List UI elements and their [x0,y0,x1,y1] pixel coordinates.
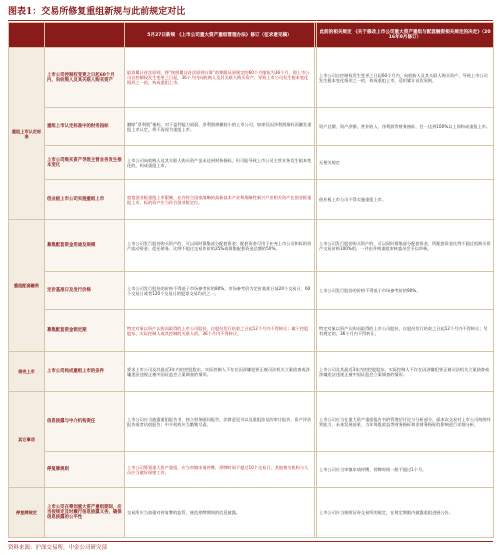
header-category [9,23,45,48]
new-rule-cell: 上市公司发行股份购买资产的，可以同时募集部分配套资金；配套资金可用于补充上市公司和标的资产流动资金、偿还债务，比例不超过交易作价的25%或募集配套资金总额的50%。 [125,220,315,272]
item-cell: 募集配套资金用途及规模 [45,220,125,272]
old-rule-cell: 无相关规定 [317,146,494,180]
item-cell: 创业板上市公司实施重组上市 [45,180,125,220]
new-rule-cell: 上市公司向收购人及其关联人购买资产虽未达到财务指标，但可能导致上市公司主营业务发生根本变化的，构成重组上市。 [125,146,315,180]
header-new-rule: 5月27日新规 《上市公司重大资产重组管理办法》修订（征求意见稿） [125,23,315,48]
table-row [9,392,494,452]
category-cell: 重组上市认定标准 [9,48,45,220]
old-rule-cell: 上市公司发行股份的价格不得低于市场参考价的90%。 [317,272,494,310]
table-row [9,352,494,392]
new-rule-cell: 放宽创业板重组上市限制，允许符合国家战略的高新技术产业和战略性新兴产业相关资产在创业板重组上市，标的资产应当符合创业板定位。 [125,180,315,220]
new-rule-cell: 删除“净利润”指标，对于盈利能力较弱、净利润规模较小的上市公司，如果仅因净利润指标而触发重组上市认定，将不再视为重组上市。 [125,108,315,146]
item-cell: 重组上市认定标准中的财务指标 [45,108,125,146]
figure-title: 图表1：交易所修复重组新规与此前规定对比 [8,7,186,17]
table-row [9,146,494,180]
title-rule [8,20,493,21]
table-row [9,310,494,352]
new-rule-cell: 交易所应当加强对停复牌的监管，规范停牌期间的信息披露。 [125,488,315,538]
new-rule-cell: 取消累计首次原则，将“按照累计首次原则计算”的期限从原规定的60个月缩短为36个月，即上市公司自控制权发生变更之日起，36个月内向收购人及其关联人购买资产，导致上市公司发生根本变化情形之一的，构成重组上市。 [125,48,315,108]
item-cell: 定价基准日及发行价格 [45,272,125,310]
item-cell: 停复牌规则 [45,452,125,488]
table-row [9,220,494,272]
old-rule-cell: 上市公司及其最近3年内的控股股东、实际控制人不存在因涉嫌犯罪正被司法机关立案侦查或涉嫌违法违规正被中国证监会立案调查的情形。 [317,352,494,392]
source-footnote: 资料来源：沪深交易所，中金公司研究部 [8,545,108,551]
category-cell: 借壳上市 [9,352,45,392]
new-rule-cell: 上市公司应当披露重组报告书、独立财务顾问报告、法律意见书以及重组涉及的审计报告、资产评估报告或者估值报告；中介机构应当勤勉尽责。 [125,392,315,452]
old-rule-cell: 上市公司发行股份购买资产的，可以同时募集部分配套资金，所配套资金比例不超过拟购买资产交易价格100%的，一并由并购重组审核委员会予以审核。 [317,220,494,272]
table-row [9,48,494,108]
old-rule-cell: 特定对象以资产认购而取得的上市公司股份，自股份发行结束之日起12个月内不得转让；另有规定的，36个月内不得转让。 [317,310,494,352]
new-rule-cell: 要求上市公司及其最近3年内的控股股东、实际控制人不存在因涉嫌犯罪正被司法机关立案侦查或涉嫌违法违规正被中国证监会立案调查的情形。 [125,352,315,392]
new-rule-cell: 上市公司筹划重大资产重组，应当审慎申请停牌，停牌时间不超过10个交易日；其他相关机构与人员应当做好保密工作。 [125,452,315,488]
table-row [9,488,494,538]
comparison-table [8,22,494,538]
old-rule-cell: 资产总额、资产净额、营业收入、净利润等财务指标，任一达到100%以上即构成重组上市。 [317,108,494,146]
new-rule-cell: 特定对象以资产认购而取得的上市公司股份，自股份发行结束之日起12个月内不得转让；属于控股股东、实际控制人或其控制的关联人的，36个月内不得转让。 [125,310,315,352]
old-rule-cell: 上市公司自控制权发生变更之日起60个月内，向收购人及其关联人购买资产，导致上市公司发生根本变化情形之一的，构成重组上市，适用累计首次原则。 [317,48,494,108]
item-cell: 上市公司控制权变更之日起60个月内，向收购人及其关联人购买资产 [45,48,125,108]
category-cell: 重组配套融资 [9,220,45,352]
item-cell: 募集配套资金锁定期 [45,310,125,352]
category-cell: 其它事项 [9,392,45,488]
category-cell: 停复牌规定 [9,488,45,538]
old-rule-cell: 创业板上市公司不得实施重组上市。 [317,180,494,220]
table-row [9,272,494,310]
item-cell: 信息披露与中介机构责任 [45,392,125,452]
table-row [9,452,494,488]
header-item [45,23,125,48]
header-old-rule: 此前的相关规定 《关于修改上市公司重大资产重组与配套融资相关规定的决定》（2016年9月修订） [317,23,494,48]
footer-rule [8,541,493,542]
table-row [9,108,494,146]
old-rule-cell: 上市公司应当审慎申请停牌，停牌时间一般不超过1个月。 [317,452,494,488]
item-cell: 上市公司在筹划重大资产重组期间，应当按规定及时履行信息披露义务，确保信息披露的公平性 [45,488,125,538]
item-cell: 上市公司构成重组上市的条件 [45,352,125,392]
table-header-row [9,23,494,48]
old-rule-cell: 上市公司应当按照证券交易所的规定，在规定期限内披露重组进展公告。 [317,488,494,538]
old-rule-cell: 上市公司应当在重大资产重组报告书的管理层讨论与分析部分，就本次交易对上市公司持续经营能力、未来发展前景、当年每股收益等财务指标和非财务指标的影响进行详细分析。 [317,392,494,452]
new-rule-cell: 上市公司发行股份的价格不得低于市场参考价的80%，市场参考价为定价基准日前20个交易日、60个交易日或者120个交易日的股票交易均价之一。 [125,272,315,310]
table-row [9,180,494,220]
item-cell: 上市公司购买资产导致主营业务发生根本变化 [45,146,125,180]
